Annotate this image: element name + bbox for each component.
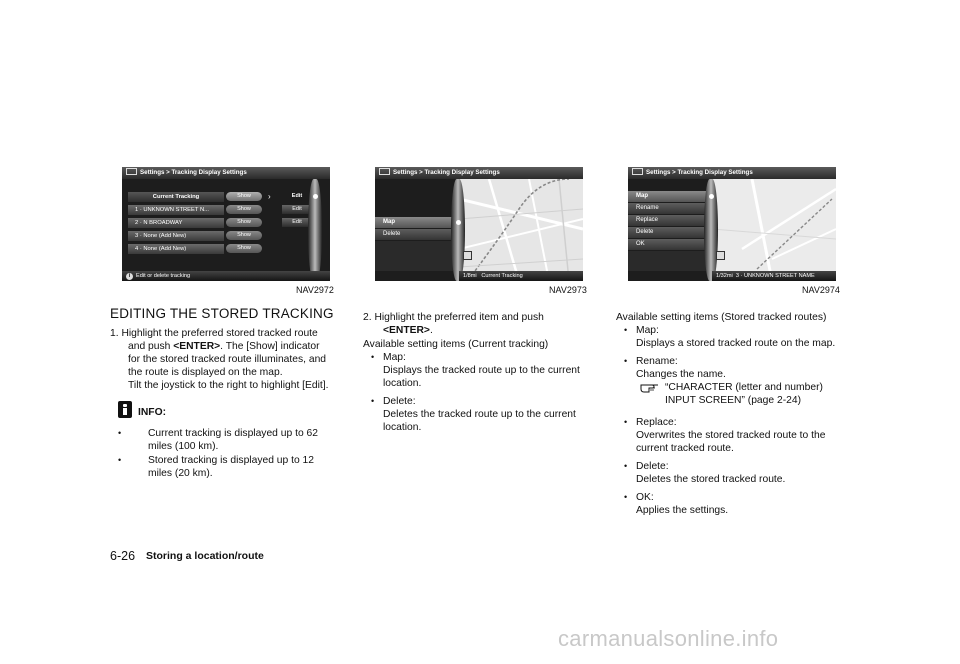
step-2-text: . xyxy=(429,325,433,336)
chapter-title: Storing a location/route xyxy=(146,550,264,562)
menu-item-delete[interactable]: Delete xyxy=(375,229,453,240)
menu-empty-area xyxy=(375,241,453,271)
bullet-icon: • xyxy=(624,417,628,427)
step-1-line-3: for the stored tracked route illuminates, and xyxy=(128,354,327,365)
breadcrumb: Settings > Tracking Display Settings xyxy=(140,169,247,176)
item-rename-desc: Changes the name. xyxy=(636,369,726,380)
reference-link-line-1[interactable]: “CHARACTER (letter and number) xyxy=(665,382,823,393)
available-items-heading: Available setting items (Stored tracked routes) xyxy=(616,312,827,323)
reference-link-line-2[interactable]: INPUT SCREEN” (page 2-24) xyxy=(665,395,802,406)
item-map-desc-1: Displays the tracked route up to the current xyxy=(383,365,580,376)
item-map-desc: Displays a stored tracked route on the map. xyxy=(636,338,836,349)
screen-status-bar xyxy=(712,271,836,281)
item-delete-desc-2: location. xyxy=(383,422,422,433)
enter-key-label: <ENTER> xyxy=(173,341,221,352)
scale-label: 1/8mi xyxy=(463,273,477,279)
map-roads xyxy=(712,179,836,281)
breadcrumb: Settings > Tracking Display Settings xyxy=(393,169,500,176)
status-text: Edit or delete tracking xyxy=(136,273,191,279)
settings-icon xyxy=(379,168,390,175)
row-tracking-3[interactable]: 3 · None (Add New) xyxy=(128,231,224,241)
page-number: 6-26 xyxy=(110,549,136,563)
item-map-name: Map: xyxy=(383,352,406,363)
bullet-icon: • xyxy=(624,492,628,502)
screen-title-bar xyxy=(122,167,330,179)
menu-item-rename[interactable]: Rename xyxy=(628,203,706,214)
bullet-icon: • xyxy=(371,396,375,406)
figure-caption: NAV2974 xyxy=(802,285,840,295)
bullet-icon: • xyxy=(624,461,628,471)
item-map-name: Map: xyxy=(636,325,659,336)
map-view[interactable] xyxy=(459,179,583,281)
item-delete-desc-1: Deletes the tracked route up to the current xyxy=(383,409,576,420)
bullet-icon: • xyxy=(118,428,122,438)
step-1-line-2 xyxy=(128,340,320,353)
scroll-indicator-icon xyxy=(313,194,318,199)
watermark: carmanualsonline.info xyxy=(558,626,779,651)
screen-status-bar xyxy=(122,271,330,281)
screenshot-stored-tracking-menu xyxy=(628,167,836,281)
item-ok-name: OK: xyxy=(636,492,654,503)
item-rename-name: Rename: xyxy=(636,356,678,367)
bullet-icon: • xyxy=(624,325,628,335)
info-item-2-line-2: miles (20 km). xyxy=(148,468,213,479)
row-current-tracking[interactable]: Current Tracking xyxy=(128,192,224,202)
menu-item-map[interactable]: Map xyxy=(375,217,453,228)
item-map-desc-2: location. xyxy=(383,378,422,389)
show-button[interactable]: Show xyxy=(226,244,262,253)
menu-empty-area xyxy=(628,251,706,271)
step-1-line-1: 1. Highlight the preferred stored tracked route xyxy=(110,328,318,339)
item-delete-name: Delete: xyxy=(636,461,669,472)
screenshot-tracking-list xyxy=(122,167,330,281)
status-text: Current Tracking xyxy=(481,273,523,279)
info-item-1-line-2: miles (100 km). xyxy=(148,441,219,452)
available-items-heading: Available setting items (Current tracking) xyxy=(363,339,549,350)
screen-title-bar xyxy=(375,167,583,179)
info-item-2-line-1: Stored tracking is displayed up to 12 xyxy=(148,455,314,466)
status-text: 3 · UNKNOWN STREET NAME xyxy=(735,273,815,279)
step-1-line-5: Tilt the joystick to the right to highlight [Edit]. xyxy=(128,380,329,391)
menu-item-delete[interactable]: Delete xyxy=(628,227,706,238)
step-1-line-4: the route is displayed on the map. xyxy=(128,367,283,378)
item-replace-desc-1: Overwrites the stored tracked route to the xyxy=(636,430,826,441)
step-1-text: and push xyxy=(128,341,174,352)
bullet-icon: • xyxy=(371,352,375,362)
info-label: INFO: xyxy=(138,407,167,418)
map-mode-icon[interactable] xyxy=(463,251,472,260)
enter-key-label: <ENTER> xyxy=(383,325,430,336)
settings-icon xyxy=(126,168,137,175)
figure-caption: NAV2973 xyxy=(549,285,587,295)
item-replace-name: Replace: xyxy=(636,417,677,428)
item-ok-desc: Applies the settings. xyxy=(636,505,729,516)
step-2-line-1: 2. Highlight the preferred item and push xyxy=(363,312,544,323)
edit-button[interactable]: Edit xyxy=(282,205,312,214)
item-replace-desc-2: current tracked route. xyxy=(636,443,734,454)
settings-icon xyxy=(632,168,643,175)
info-item-1-line-1: Current tracking is displayed up to 62 xyxy=(148,428,318,439)
map-mode-icon[interactable] xyxy=(716,251,725,260)
show-button[interactable]: Show xyxy=(226,231,262,240)
show-button[interactable]: Show xyxy=(226,192,262,201)
menu-item-replace[interactable]: Replace xyxy=(628,215,706,226)
step-1-text: . The [Show] indicator xyxy=(220,341,320,352)
chevron-right-icon: › xyxy=(268,192,271,201)
pointing-hand-icon xyxy=(640,380,660,394)
info-icon xyxy=(118,401,132,418)
menu-item-map[interactable]: Map xyxy=(628,191,706,202)
bullet-icon: • xyxy=(118,455,122,465)
screenshot-current-tracking-menu xyxy=(375,167,583,281)
breadcrumb: Settings > Tracking Display Settings xyxy=(646,169,753,176)
row-tracking-2[interactable]: 2 · N BROADWAY xyxy=(128,218,224,228)
item-delete-desc: Deletes the stored tracked route. xyxy=(636,474,786,485)
info-icon: i xyxy=(126,273,133,280)
edit-button[interactable]: Edit xyxy=(282,218,312,227)
row-tracking-4[interactable]: 4 · None (Add New) xyxy=(128,244,224,254)
scale-label: 1/32mi xyxy=(716,273,733,279)
menu-item-ok[interactable]: OK xyxy=(628,239,706,250)
scroll-arc xyxy=(451,179,465,281)
row-tracking-1[interactable]: 1 · UNKNOWN STREET N... xyxy=(128,205,224,215)
map-view[interactable] xyxy=(712,179,836,281)
item-delete-name: Delete: xyxy=(383,396,416,407)
bullet-icon: • xyxy=(624,356,628,366)
map-roads xyxy=(459,179,583,281)
figure-caption: NAV2972 xyxy=(296,285,334,295)
scroll-indicator-icon xyxy=(709,194,714,199)
show-button[interactable]: Show xyxy=(226,205,262,214)
screen-status-bar xyxy=(459,271,583,281)
show-button[interactable]: Show xyxy=(226,218,262,227)
scroll-indicator-icon xyxy=(456,220,461,225)
step-2-line-2 xyxy=(383,324,433,337)
screen-title-bar xyxy=(628,167,836,179)
section-heading: EDITING THE STORED TRACKING xyxy=(110,306,334,321)
edit-button[interactable]: Edit xyxy=(291,193,303,199)
